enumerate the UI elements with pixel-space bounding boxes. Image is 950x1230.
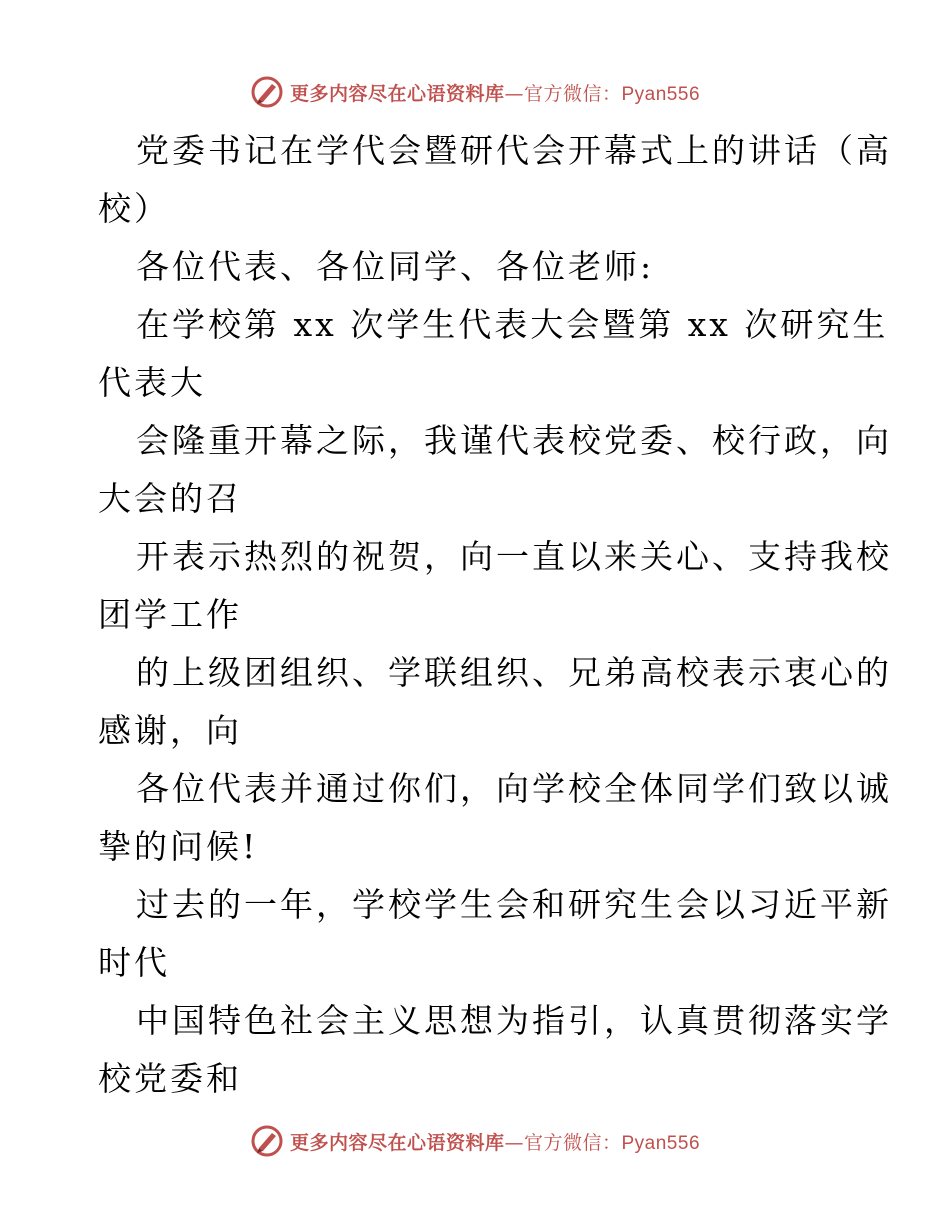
pen-logo-icon [250,75,284,109]
banner-wechat-label: 官方微信： [523,82,622,105]
paragraph-line: 大会的召 [98,479,242,518]
paragraph-line: 会隆重开幕之际，我谨代表校党委、校行政，向 [136,421,892,460]
banner-wechat-id: Pyan556 [621,83,701,105]
paragraph-line: 感谢，向 [98,711,242,750]
paragraph-line: 的上级团组织、学联组织、兄弟高校表示衷心的 [136,653,892,692]
paragraph-line: 在学校第 xx 次学生代表大会暨第 xx 次研究生 [136,305,889,344]
salutation: 各位代表、各位同学、各位老师: [136,247,655,286]
header-banner [0,72,950,112]
paragraph-line: 中国特色社会主义思想为指引，认真贯彻落实学 [136,1001,892,1040]
banner-dash: — [504,82,524,105]
paragraph-line: 时代 [98,943,170,982]
paragraph-line: 代表大 [98,363,206,402]
footer-banner [0,1121,950,1161]
banner-title: 更多内容尽在心语资料库 [289,1131,505,1154]
paragraph-line: 挚的问候! [98,827,259,866]
pen-logo-icon [250,1124,284,1158]
paragraph-line: 校党委和 [98,1059,242,1098]
banner-dash: — [504,1131,524,1154]
paragraph-line: 开表示热烈的祝贺，向一直以来关心、支持我校 [136,537,892,576]
banner-wechat-label: 官方微信： [523,1131,622,1154]
paragraph-line: 过去的一年，学校学生会和研究生会以习近平新 [136,885,892,924]
paragraph-line: 各位代表并通过你们，向学校全体同学们致以诚 [136,769,892,808]
title-line-1: 党委书记在学代会暨研代会开幕式上的讲话（高 [136,131,892,170]
title-line-2: 校） [98,189,170,228]
paragraph-line: 团学工作 [98,595,242,634]
banner-wechat-id: Pyan556 [621,1132,701,1154]
banner-title: 更多内容尽在心语资料库 [289,82,505,105]
document-body [98,122,892,1108]
